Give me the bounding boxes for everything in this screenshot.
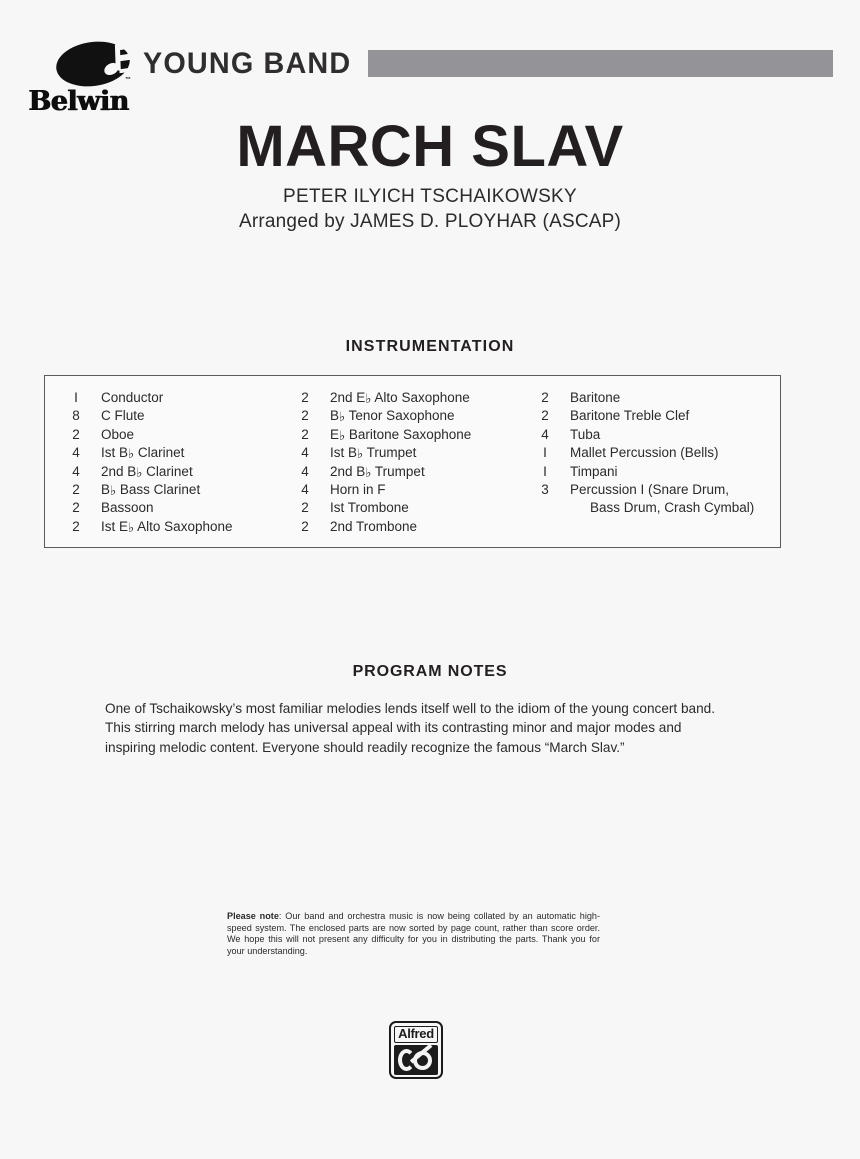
instrument-name: Mallet Percussion (Bells): [570, 445, 719, 461]
instrumentation-row: [534, 445, 774, 463]
instrument-quantity: 2: [301, 500, 309, 516]
alfred-monogram-icon: [394, 1045, 438, 1075]
please-note-block: [227, 911, 600, 957]
instrument-quantity: 4: [301, 445, 309, 461]
instrument-name: Percussion I (Snare Drum,: [570, 481, 730, 497]
belwin-wordmark: Belwin: [28, 86, 129, 117]
belwin-b-lower-bowl-icon: [117, 55, 140, 74]
instrumentation-column-2: [294, 390, 544, 537]
instrument-name: Oboe: [101, 426, 135, 442]
please-note-text: : Our band and orchestra music is now being collated by an automatic high-speed system. The enclosed parts are now sorted by page count, rather than score order. We hope this will not present any difficulty for you in distributing the parts. Thank you for your understanding.: [227, 911, 600, 956]
instrument-quantity: 2: [541, 408, 549, 424]
instrument-name: 2nd E♭ Alto Saxophone: [330, 390, 470, 406]
instrument-name: Conductor: [101, 390, 164, 405]
series-label: YOUNG BAND: [143, 47, 352, 80]
instrument-name: E♭ Baritone Saxophone: [330, 426, 472, 443]
instrument-quantity: 2: [72, 518, 80, 534]
please-note-label: Please note: [227, 911, 279, 921]
instrumentation-row: [65, 482, 315, 500]
trademark-symbol: ™: [125, 77, 131, 83]
instrument-quantity: 2: [301, 426, 309, 442]
instrumentation-row: [65, 519, 315, 537]
instrument-quantity: 8: [72, 408, 80, 424]
flat-symbol-icon: ♭: [110, 482, 117, 498]
instrumentation-row: [534, 482, 774, 500]
instrumentation-row: [534, 464, 774, 482]
instrumentation-row: [534, 408, 774, 426]
instrument-name: Ist E♭ Alto Saxophone: [101, 518, 233, 535]
instrumentation-row: [65, 390, 315, 408]
instrument-quantity: 2: [301, 518, 309, 534]
instrument-quantity: 2: [541, 390, 549, 405]
instrumentation-row: [534, 390, 774, 408]
instrument-name: Bassoon: [101, 500, 154, 516]
instrumentation-column-3: [534, 390, 774, 519]
instrumentation-box: [44, 375, 781, 548]
instrumentation-row: [294, 482, 544, 500]
instrument-name: Tuba: [570, 426, 601, 442]
instrumentation-row: [65, 500, 315, 518]
instrument-quantity: 4: [541, 426, 549, 442]
composer-credit: PETER ILYICH TSCHAIKOWSKY: [283, 186, 577, 207]
alfred-wordmark: Alfred: [394, 1026, 438, 1043]
instrument-name: Timpani: [570, 463, 618, 479]
instrument-quantity: 2: [301, 408, 309, 424]
flat-symbol-icon: ♭: [357, 446, 364, 462]
page-header: [0, 0, 860, 120]
instrument-name: Horn in F: [330, 481, 386, 497]
flat-symbol-icon: ♭: [365, 391, 372, 406]
instrument-name: 2nd B♭ Clarinet: [101, 463, 193, 480]
page-title: MARCH SLAV: [236, 114, 624, 179]
instrumentation-column-1: [65, 390, 315, 537]
instrument-name: Ist Trombone: [330, 500, 409, 516]
instrument-quantity: 4: [301, 463, 309, 479]
instrumentation-row: [534, 427, 774, 445]
flat-symbol-icon: ♭: [128, 519, 135, 535]
instrument-name: Baritone: [570, 390, 621, 405]
instrument-quantity: 3: [541, 481, 549, 497]
instrument-quantity: I: [543, 463, 547, 479]
instrumentation-row: [65, 464, 315, 482]
instrument-quantity: 4: [72, 445, 80, 461]
instrumentation-row: [294, 519, 544, 537]
flat-symbol-icon: ♭: [365, 464, 372, 480]
instrumentation-row: [65, 445, 315, 463]
instrument-name: Ist B♭ Clarinet: [101, 445, 185, 462]
flat-symbol-icon: ♭: [339, 427, 346, 443]
instrument-quantity: 4: [301, 481, 309, 497]
instrument-quantity: 2: [72, 426, 80, 442]
instrument-name: C Flute: [101, 408, 145, 424]
instrumentation-row: [294, 445, 544, 463]
instrumentation-row: [294, 408, 544, 426]
instrumentation-row: [294, 464, 544, 482]
instrumentation-row: [294, 390, 544, 408]
instrument-quantity: 4: [72, 463, 80, 479]
flat-symbol-icon: ♭: [339, 409, 346, 425]
instrument-name-continuation: Bass Drum, Crash Cymbal): [590, 500, 755, 516]
instrument-quantity: 2: [72, 481, 80, 497]
instrument-quantity: 2: [72, 500, 80, 516]
flat-symbol-icon: ♭: [128, 446, 135, 462]
flat-symbol-icon: ♭: [136, 464, 143, 480]
program-notes-heading: PROGRAM NOTES: [352, 663, 508, 680]
instrument-name: Ist B♭ Trumpet: [330, 445, 417, 462]
instrument-quantity: 2: [301, 390, 309, 405]
instrumentation-row: [294, 500, 544, 518]
instrument-name: 2nd Trombone: [330, 518, 418, 534]
header-gray-bar: [368, 50, 833, 77]
instrument-name: B♭ Tenor Saxophone: [330, 408, 455, 425]
instrumentation-heading: INSTRUMENTATION: [345, 338, 515, 355]
instrumentation-row: [65, 408, 315, 426]
program-notes-body: One of Tschaikowsky’s most familiar melodies lends itself well to the idiom of the young concert band. This stirring march melody has universal appeal with its contrasting minor and major modes and inspiring melodic content. Everyone should readily recognize the famous “March Slav.”: [105, 701, 715, 755]
instrument-quantity: I: [543, 445, 547, 461]
arranger-credit: Arranged by JAMES D. PLOYHAR (ASCAP): [238, 211, 622, 232]
instrument-name: B♭ Bass Clarinet: [101, 481, 201, 498]
alfred-publisher-logo: [389, 1021, 443, 1079]
instrument-quantity: I: [74, 390, 78, 405]
belwin-oval-icon: [53, 37, 132, 91]
instrumentation-row: [294, 427, 544, 445]
belwin-logo: [28, 42, 148, 117]
instrument-name: Baritone Treble Clef: [570, 408, 690, 424]
instrument-name: 2nd B♭ Trumpet: [330, 463, 425, 480]
instrumentation-row: [65, 427, 315, 445]
